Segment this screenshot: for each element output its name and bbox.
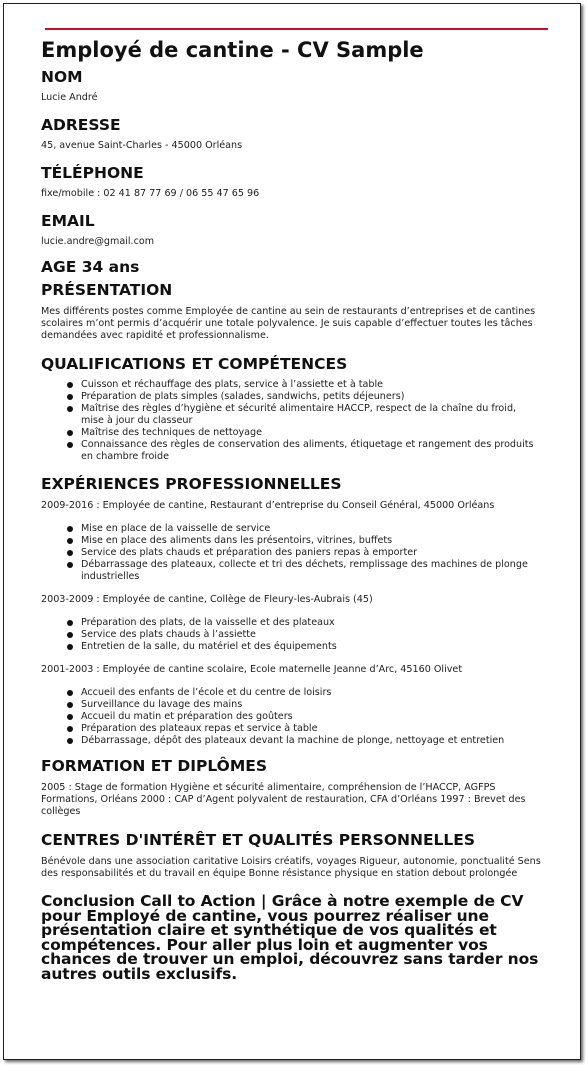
list-item: Entretien de la salle, du matériel et des équipements: [81, 641, 541, 653]
qualifications-list: [41, 379, 541, 463]
list-item: Maîtrise des règles d’hygiène et sécurité alimentaire HACCP, respect de la chaîne du froid, mise à jour du classeur: [81, 403, 541, 427]
list-item: Connaissance des règles de conservation des aliments, étiquetage et rangement des produits en chambre froide: [81, 439, 541, 463]
heading-formation: FORMATION ET DIPLÔMES: [41, 757, 268, 775]
heading-experiences: EXPÉRIENCES PROFESSIONNELLES: [41, 475, 342, 493]
job-title-3: 2001-2003 : Employée de cantine scolaire, Ecole maternelle Jeanne d’Arc, 45160 Olivet: [41, 664, 463, 675]
list-item: Mise en place de la vaisselle de service: [81, 523, 541, 535]
job-1-list: [41, 523, 541, 583]
adresse-value: 45, avenue Saint-Charles - 45000 Orléans: [41, 140, 243, 151]
telephone-value: fixe/mobile : 02 41 87 77 69 / 06 55 47 65 96: [41, 188, 260, 199]
cv-content: [41, 25, 541, 981]
list-item: Surveillance du lavage des mains: [81, 699, 541, 711]
job-3-list: [41, 687, 541, 747]
job-title-1: 2009-2016 : Employée de cantine, Restaurant d’entreprise du Conseil Général, 45000 Orléans: [41, 500, 495, 511]
formation-text: 2005 : Stage de formation Hygiène et sécurité alimentaire, compréhension de l’HACCP, AGFPS Formations, Orléans 2000 : CAP d’Agent polyvalent de restauration, CFA d’Orléans 1997 : Brevet des collèges: [41, 782, 526, 817]
list-item: Service des plats chauds et préparation des paniers repas à emporter: [81, 547, 541, 559]
conclusion-call-to-action: Conclusion Call to Action | Grâce à notre exemple de CV pour Employé de cantine, vous pourrez réaliser une présentation claire et synthétique de vos qualités et compétences. Pour aller plus loin et augmenter vos chances de trouver un emploi, découvrez sans tarder nos autres outils exclusifs.: [41, 892, 539, 983]
list-item: Débarrassage des plateaux, collecte et tri des déchets, remplissage des machines de plonge industrielles: [81, 559, 541, 583]
list-item: Préparation de plats simples (salades, sandwichs, petits déjeuners): [81, 391, 541, 403]
list-item: Mise en place des aliments dans les présentoirs, vitrines, buffets: [81, 535, 541, 547]
heading-qualifications: QUALIFICATIONS ET COMPÉTENCES: [41, 355, 348, 373]
job-2-list: [41, 617, 541, 653]
email-value: lucie.andre@gmail.com: [41, 236, 155, 247]
job-title-2: 2003-2009 : Employée de cantine, Collège de Fleury-les-Aubrais (45): [41, 594, 373, 605]
heading-email: EMAIL: [41, 212, 95, 230]
heading-presentation: PRÉSENTATION: [41, 281, 173, 299]
heading-age: AGE 34 ans: [41, 258, 140, 276]
presentation-text: Mes différents postes comme Employée de cantine au sein de restaurants d’entreprises et de cantines scolaires m’ont permis d’acquérir une totale polyvalence. Je suis capable d’effectuer toutes les tâches demandées avec rapidité et professionnalisme.: [41, 306, 536, 341]
heading-interets: CENTRES D'INTÉRÊT ET QUALITÉS PERSONNELLES: [41, 831, 476, 849]
heading-telephone: TÉLÉPHONE: [41, 164, 144, 182]
nom-value: Lucie André: [41, 92, 98, 103]
list-item: Service des plats chauds à l’assiette: [81, 629, 541, 641]
list-item: Accueil des enfants de l’école et du centre de loisirs: [81, 687, 541, 699]
list-item: Maîtrise des techniques de nettoyage: [81, 427, 541, 439]
list-item: Accueil du matin et préparation des goûters: [81, 711, 541, 723]
list-item: Débarrassage, dépôt des plateaux devant la machine de plonge, nettoyage et entretien: [81, 735, 541, 747]
page-title: Employé de cantine - CV Sample: [41, 38, 424, 62]
interets-text: Bénévole dans une association caritative Loisirs créatifs, voyages Rigueur, autonomie, ponctualité Sens des responsabilités et du travail en équipe Bonne résistance physique en station debout prolongée: [41, 856, 541, 879]
list-item: Préparation des plats, de la vaisselle et des plateaux: [81, 617, 541, 629]
heading-adresse: ADRESSE: [41, 116, 121, 134]
heading-nom: NOM: [41, 68, 83, 86]
list-item: Cuisson et réchauffage des plats, service à l’assiette et à table: [81, 379, 541, 391]
list-item: Préparation des plateaux repas et service à table: [81, 723, 541, 735]
